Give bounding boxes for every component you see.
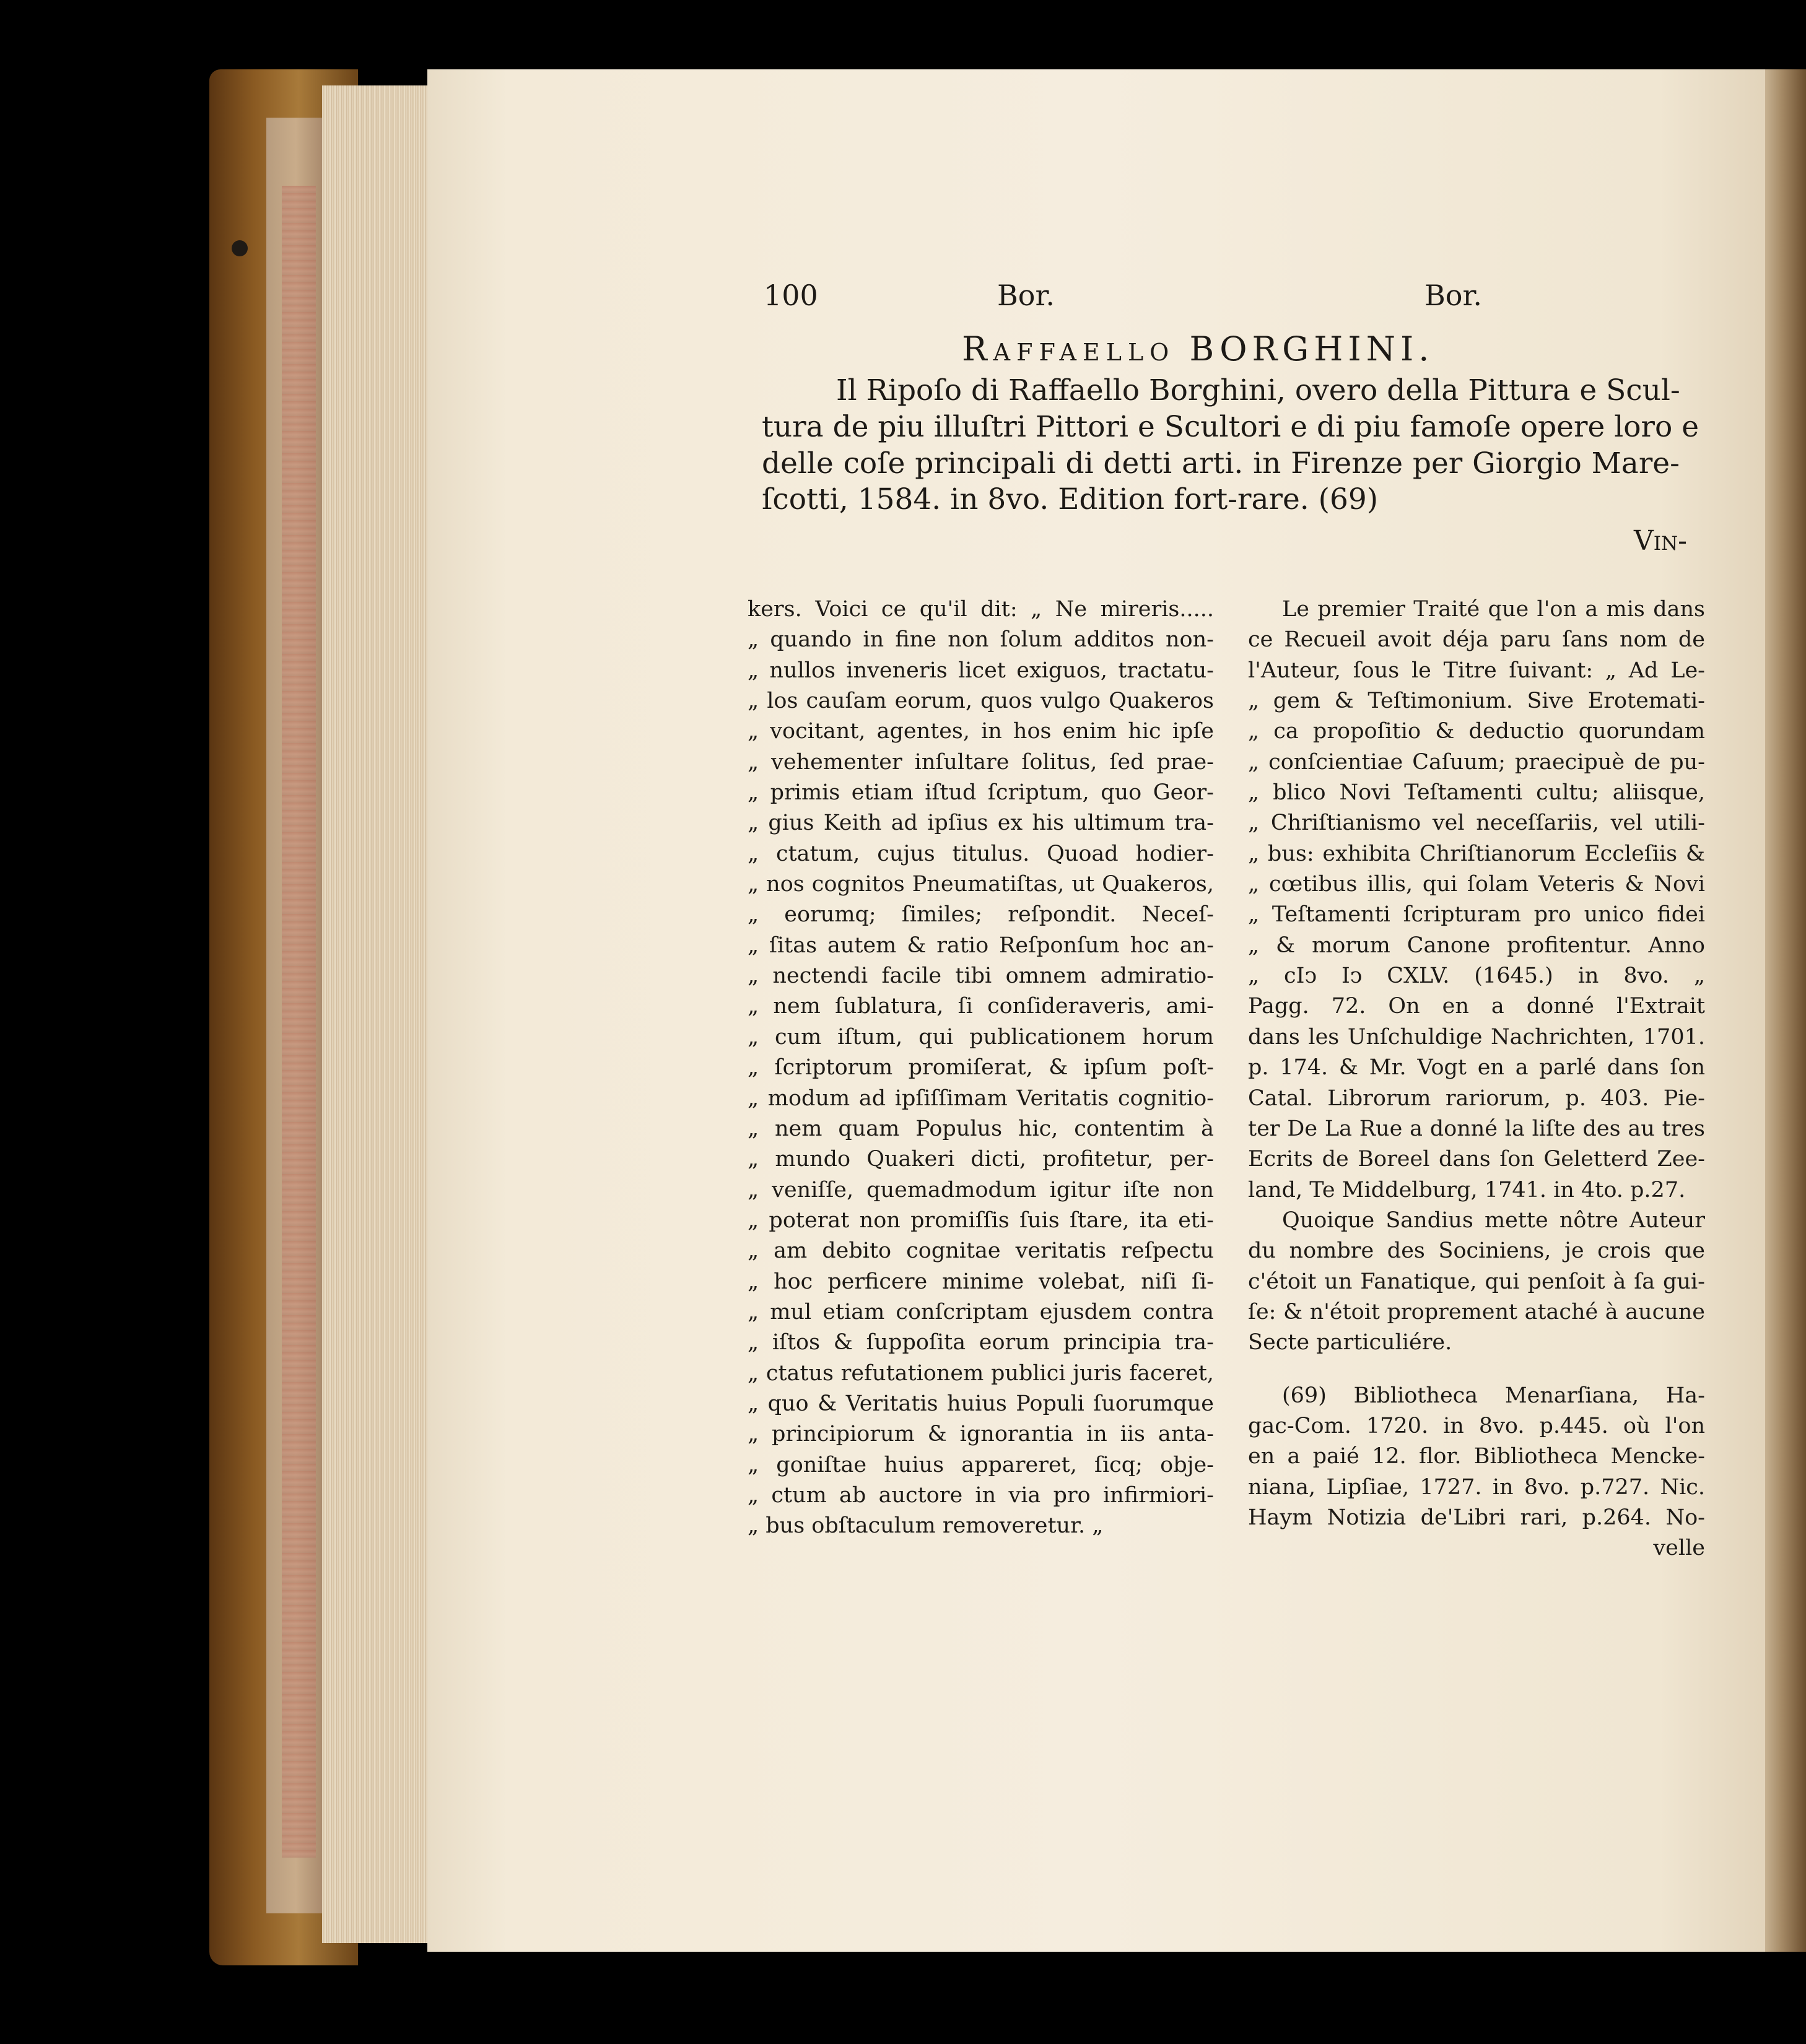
rivet-icon [232, 240, 248, 256]
right-line: „ Teſtamenti ſcripturam pro unico fidei [1248, 902, 1705, 928]
left-line: „ los cauſam eorum, quos vulgo Quakeros [748, 689, 1214, 714]
entry-line: ſcotti, 1584. in 8vo. Edition fort-rare. (69) [762, 482, 1379, 517]
right-line: „ ca propoſitio & deductio quorundam [1248, 719, 1705, 744]
right-line: dans les Unſchuldige Nachrichten, 1701. [1248, 1024, 1705, 1050]
left-line: „ ctatus refutationem publici juris faceret, [748, 1360, 1214, 1386]
left-line: „ modum ad ipſiſſimam Veritatis cognitio- [748, 1085, 1214, 1111]
right-line: p. 174. & Mr. Vogt en a parlé dans ſon [1248, 1055, 1705, 1081]
right-line: c'étoit un Fanatique, qui penſoit à ſa gui- [1248, 1269, 1705, 1294]
left-line: „ nem quam Populus hic, contentim à [748, 1116, 1214, 1141]
footnote-line: gac-Com. 1720. in 8vo. p.445. où l'on [1248, 1413, 1705, 1438]
entry-title [962, 329, 1519, 368]
right-line: Ecrits de Boreel dans ſon Geletterd Zee- [1248, 1147, 1705, 1172]
footnote [1248, 1381, 1705, 1564]
right-line: „ conſcientiae Caſuum; praecipuè de pu- [1248, 749, 1705, 775]
left-line: „ am debito cognitae veritatis reſpectu [748, 1238, 1214, 1264]
left-line: „ nos cognitos Pneumatiſtas, ut Quakeros, [748, 872, 1214, 897]
entry-first-name: Raffaello [962, 329, 1176, 368]
right-line: l'Auteur, ſous le Titre ſuivant: „ Ad Le- [1248, 658, 1705, 683]
footnote-line: (69) Bibliotheca Menarſiana, Ha- [1282, 1383, 1705, 1408]
left-line: „ hoc perficere minime volebat, niſi ſi- [748, 1269, 1214, 1294]
left-line: „ principiorum & ignorantia in iis anta- [748, 1422, 1214, 1447]
left-line: „ iſtos & ſuppoſita eorum principia tra- [748, 1330, 1214, 1355]
right-line: ter De La Rue a donné la liſte des au tres [1248, 1116, 1705, 1141]
right-cover [1764, 69, 1806, 1952]
left-line: „ nullos inveneris licet exiguos, tractatu- [748, 658, 1214, 683]
entry-line: delle coſe principali di detti arti. in Firenze per Giorgio Mare- [762, 446, 1680, 481]
left-line: „ gius Keith ad ipſius ex his ultimum tra- [748, 811, 1214, 836]
entry-surname: BORGHINI. [1189, 329, 1434, 368]
right-line: „ blico Novi Teſtamenti cultu; aliisque, [1248, 780, 1705, 806]
running-head-left: Bor. [997, 279, 1055, 312]
left-line: „ vehementer inſultare ſolitus, ſed prae- [748, 749, 1214, 775]
left-line: „ quo & Veritatis huius Populi ſuorumque [748, 1391, 1214, 1416]
speckled-edge [282, 186, 316, 1858]
left-line: „ veniſſe, quemadmodum igitur iſte non [748, 1177, 1214, 1202]
left-line: „ nectendi facile tibi omnem admiratio- [748, 963, 1214, 989]
footnote-line: niana, Lipſiae, 1727. in 8vo. p.727. Nic. [1248, 1474, 1705, 1500]
entry-description [762, 373, 1699, 518]
left-line: kers. Voici ce qu'il dit: „ Ne mireris..... [748, 597, 1214, 622]
left-line: „ mul etiam conſcriptam ejusdem contra [748, 1299, 1214, 1324]
entry-line: Il Ripoſo di Raffaello Borghini, overo della Pittura e Scul- [836, 373, 1680, 407]
right-line: land, Te Middelburg, 1741. in 4to. p.27. [1248, 1177, 1686, 1202]
left-line: „ eorumq; ſimiles; reſpondit. Neceſ- [748, 902, 1214, 928]
left-line: „ ctatum, cujus titulus. Quoad hodier- [748, 841, 1214, 866]
right-line: „ cIↄ Iↄ CXLV. (1645.) in 8vo. „ [1248, 963, 1705, 989]
left-line: „ ctum ab auctore in via pro infirmiori- [748, 1482, 1214, 1508]
left-line: „ primis etiam iſtud ſcriptum, quo Geor- [748, 780, 1214, 806]
right-line: ce Recueil avoit déja paru ſans nom de [1248, 627, 1705, 653]
left-line: „ vocitant, agentes, in hos enim hic ipſe [748, 719, 1214, 744]
page-edges [322, 85, 434, 1943]
left-line: „ poterat non promiſſis ſuis ſtare, ita eti- [748, 1207, 1214, 1233]
left-line: „ ſitas autem & ratio Reſponſum hoc an- [748, 933, 1214, 958]
right-line: Secte particuliére. [1248, 1330, 1452, 1355]
right-column [1248, 594, 1705, 1564]
right-line: „ & morum Canone profitentur. Anno [1248, 933, 1705, 958]
right-line: ſe: & n'étoit proprement ataché à aucune [1248, 1299, 1705, 1324]
left-line: „ nem ſublatura, ſi conſideraveris, ami- [748, 994, 1214, 1019]
right-line: „ gem & Teſtimonium. Sive Erotemati- [1248, 689, 1705, 714]
left-line: „ cum iſtum, qui publicationem horum [748, 1024, 1214, 1050]
running-head-right: Bor. [1424, 279, 1483, 312]
page-number: 100 [764, 279, 818, 312]
entry-line: tura de piu illuſtri Pittori e Scultori e di piu famoſe opere loro e [762, 409, 1699, 444]
right-line: „ Chriſtianismo vel neceſſariis, vel utili- [1248, 811, 1705, 836]
right-line: „ bus: exhibita Chriſtianorum Eccleſiis & [1248, 841, 1705, 866]
catchword: Vin- [1634, 525, 1688, 557]
right-line: Catal. Librorum rariorum, p. 403. Pie- [1248, 1085, 1705, 1111]
footnote-line: Haym Notizia de'Libri rari, p.264. No- [1248, 1505, 1705, 1530]
left-line: „ mundo Quakeri dicti, profitetur, per- [748, 1147, 1214, 1172]
right-line: Le premier Traité que l'on a mis dans [1282, 597, 1705, 622]
right-line: Pagg. 72. On en a donné l'Extrait [1248, 994, 1705, 1019]
footnote-line: en a paié 12. flor. Bibliotheca Mencke- [1248, 1444, 1705, 1469]
left-line: „ goniſtae huius appareret, ſicq; obje- [748, 1452, 1214, 1477]
right-line: Quoique Sandius mette nôtre Auteur [1282, 1207, 1705, 1233]
left-line: „ bus obſtaculum removeretur. „ [748, 1513, 1104, 1539]
footnote-catchword: velle [1653, 1536, 1705, 1561]
right-line: „ cœtibus illis, qui ſolam Veteris & Novi [1248, 872, 1705, 897]
left-line: „ ſcriptorum promiſerat, & ipſum poſt- [748, 1055, 1214, 1081]
right-line: du nombre des Sociniens, je crois que [1248, 1238, 1705, 1264]
left-column [748, 594, 1214, 1542]
left-line: „ quando in fine non ſolum additos non- [748, 627, 1214, 653]
